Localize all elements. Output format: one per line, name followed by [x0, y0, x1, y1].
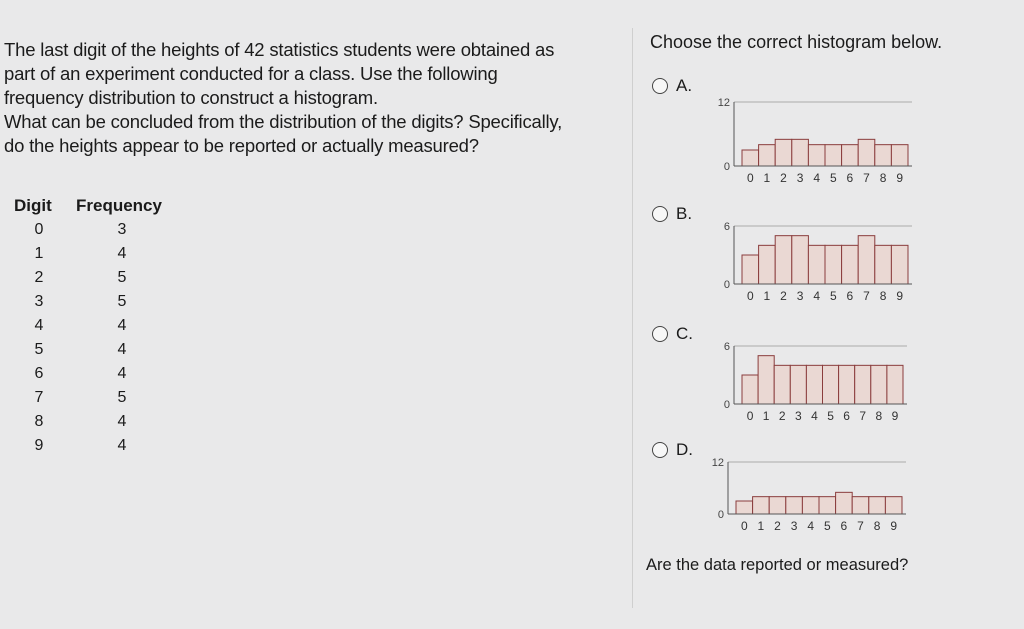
histogram-bar: [786, 497, 803, 514]
radio-button[interactable]: [652, 78, 668, 94]
x-tick-label: 7: [863, 289, 870, 303]
y-min-label: 0: [723, 399, 730, 411]
x-tick-label: 6: [846, 289, 854, 303]
x-tick-label: 3: [796, 171, 804, 185]
histogram-b: [712, 220, 922, 314]
digit-cell: 5: [34, 341, 44, 358]
x-tick-label: 4: [813, 289, 821, 303]
digit-cell: 8: [34, 413, 44, 430]
x-tick-label: 5: [823, 519, 831, 533]
histogram-bar: [839, 365, 855, 404]
option-label: A.: [676, 76, 693, 95]
frequency-cell: 5: [117, 269, 127, 286]
table-row: [14, 266, 168, 290]
histogram-bar: [769, 497, 786, 514]
table-row: [14, 242, 168, 266]
radio-button[interactable]: [652, 326, 668, 342]
x-tick-label: 2: [778, 409, 786, 423]
histogram-bar: [871, 365, 887, 404]
x-tick-label: 6: [840, 519, 848, 533]
column-divider: [632, 28, 633, 608]
x-tick-label: 8: [875, 409, 883, 423]
digit-cell: 6: [34, 365, 44, 382]
frequency-cell: 4: [117, 245, 127, 262]
y-min-label: 0: [717, 509, 724, 521]
digit-cell: 2: [34, 269, 44, 286]
x-tick-label: 0: [746, 409, 754, 423]
frequency-cell: 4: [117, 341, 127, 358]
radio-button[interactable]: [652, 442, 668, 458]
x-tick-label: 3: [795, 409, 802, 423]
problem-panel: [0, 38, 625, 158]
problem-line: frequency distribution to construct a histogram.: [4, 87, 378, 108]
frequency-cell: 4: [117, 317, 127, 334]
histogram-bar: [808, 145, 825, 166]
x-tick-label: 1: [757, 519, 765, 533]
x-tick-label: 6: [846, 171, 854, 185]
x-tick-label: 4: [807, 519, 815, 533]
digit-cell: 3: [34, 293, 44, 310]
y-max-label: 6: [723, 221, 730, 233]
y-max-label: 6: [723, 341, 730, 353]
histogram-bar: [758, 356, 774, 404]
histogram-bar: [836, 492, 853, 514]
radio-button[interactable]: [652, 206, 668, 222]
option-label: B.: [676, 204, 693, 223]
frequency-cell: 4: [117, 437, 127, 454]
option-b[interactable]: [652, 204, 692, 224]
histogram-bar: [775, 236, 792, 284]
x-tick-label: 3: [796, 289, 804, 303]
histogram-bar: [775, 139, 792, 166]
digit-header: Digit: [14, 196, 52, 215]
frequency-cell: 3: [117, 221, 127, 238]
digit-cell: 7: [34, 389, 44, 406]
histogram-bar: [806, 365, 822, 404]
option-label: C.: [676, 324, 693, 343]
table-row: [14, 314, 168, 338]
frequency-cell: 5: [117, 389, 127, 406]
table-row: [14, 362, 168, 386]
option-row[interactable]: [652, 76, 692, 96]
frequency-cell: 4: [117, 365, 127, 382]
frequency-table: [14, 196, 168, 458]
histogram-bar: [808, 245, 825, 284]
x-tick-label: 9: [891, 409, 899, 423]
x-tick-label: 2: [780, 289, 787, 303]
histogram-bar: [753, 497, 770, 514]
histogram-bar: [842, 245, 859, 284]
histogram-bar: [774, 365, 790, 404]
frequency-cell: 5: [117, 293, 127, 310]
table-row: [14, 410, 168, 434]
histogram-bar: [790, 365, 806, 404]
histogram-a: [712, 96, 922, 196]
histogram-bar: [852, 497, 869, 514]
histogram-bar: [875, 145, 892, 166]
problem-line: part of an experiment conducted for a class. Use the following: [4, 63, 498, 84]
x-tick-label: 7: [857, 519, 864, 533]
x-tick-label: 6: [843, 409, 850, 423]
x-tick-label: 1: [763, 289, 771, 303]
x-tick-label: 5: [827, 409, 834, 423]
x-tick-label: 7: [859, 409, 867, 423]
histogram-bar: [742, 150, 759, 166]
x-tick-label: 9: [896, 171, 904, 185]
frequency-cell: 4: [117, 413, 127, 430]
digit-cell: 0: [34, 221, 44, 238]
frequency-header: Frequency: [76, 196, 162, 215]
histogram-bar: [736, 501, 753, 514]
histogram-bar: [842, 145, 859, 166]
digit-cell: 4: [34, 317, 44, 334]
x-tick-label: 5: [829, 171, 837, 185]
option-label: D.: [676, 440, 693, 459]
histogram-bar: [792, 236, 809, 284]
table-row: [14, 434, 168, 458]
digit-cell: 9: [34, 437, 44, 454]
option-a[interactable]: [652, 76, 692, 96]
histogram-bar: [885, 497, 902, 514]
x-tick-label: 1: [763, 171, 771, 185]
histogram-bar: [875, 245, 892, 284]
histogram-bar: [825, 245, 842, 284]
problem-line: What can be concluded from the distribution of the digits? Specifically,: [4, 111, 563, 132]
table-row: [14, 338, 168, 362]
y-min-label: 0: [723, 161, 730, 173]
x-tick-label: 0: [746, 171, 754, 185]
y-max-label: 12: [711, 457, 724, 469]
histogram-c: [712, 340, 917, 434]
histogram-bar: [823, 365, 839, 404]
x-tick-label: 8: [873, 519, 881, 533]
x-tick-label: 0: [740, 519, 748, 533]
histogram-bar: [802, 497, 819, 514]
histogram-bar: [891, 145, 908, 166]
histogram-bar: [858, 236, 875, 284]
histogram-d: [706, 456, 916, 544]
problem-line: do the heights appear to be reported or actually measured?: [4, 135, 479, 156]
option-d[interactable]: [652, 440, 693, 460]
x-tick-label: 1: [762, 409, 770, 423]
table-row: [14, 386, 168, 410]
histogram-bar: [742, 375, 758, 404]
histogram-bar: [759, 145, 776, 166]
problem-text: [0, 38, 625, 158]
option-row[interactable]: [652, 204, 692, 224]
followup-question: Are the data reported or measured?: [646, 556, 909, 574]
y-max-label: 12: [717, 97, 730, 109]
x-tick-label: 3: [790, 519, 798, 533]
histogram-bar: [819, 497, 836, 514]
table-row: [14, 218, 168, 242]
histogram-bar: [792, 139, 809, 166]
x-tick-label: 9: [896, 289, 904, 303]
prompt-text: Choose the correct histogram below.: [650, 32, 943, 52]
x-tick-label: 8: [879, 171, 887, 185]
histogram-bar: [887, 365, 903, 404]
x-tick-label: 4: [811, 409, 818, 423]
histogram-bar: [742, 255, 759, 284]
histogram-bar: [759, 245, 776, 284]
x-tick-label: 5: [829, 289, 837, 303]
option-c[interactable]: [652, 324, 693, 344]
histogram-bar: [825, 145, 842, 166]
option-row[interactable]: [652, 324, 693, 344]
digit-cell: 1: [34, 245, 44, 262]
x-tick-label: 2: [774, 519, 781, 533]
x-tick-label: 8: [879, 289, 887, 303]
y-min-label: 0: [723, 279, 730, 291]
x-tick-label: 0: [746, 289, 754, 303]
option-row[interactable]: [652, 440, 693, 460]
x-tick-label: 9: [890, 519, 898, 533]
x-tick-label: 2: [780, 171, 787, 185]
histogram-bar: [855, 365, 871, 404]
x-tick-label: 4: [813, 171, 821, 185]
histogram-bar: [891, 245, 908, 284]
histogram-bar: [869, 497, 886, 514]
histogram-bar: [858, 139, 875, 166]
table-row: [14, 290, 168, 314]
problem-line: The last digit of the heights of 42 statistics students were obtained as: [4, 39, 555, 60]
x-tick-label: 7: [863, 171, 870, 185]
